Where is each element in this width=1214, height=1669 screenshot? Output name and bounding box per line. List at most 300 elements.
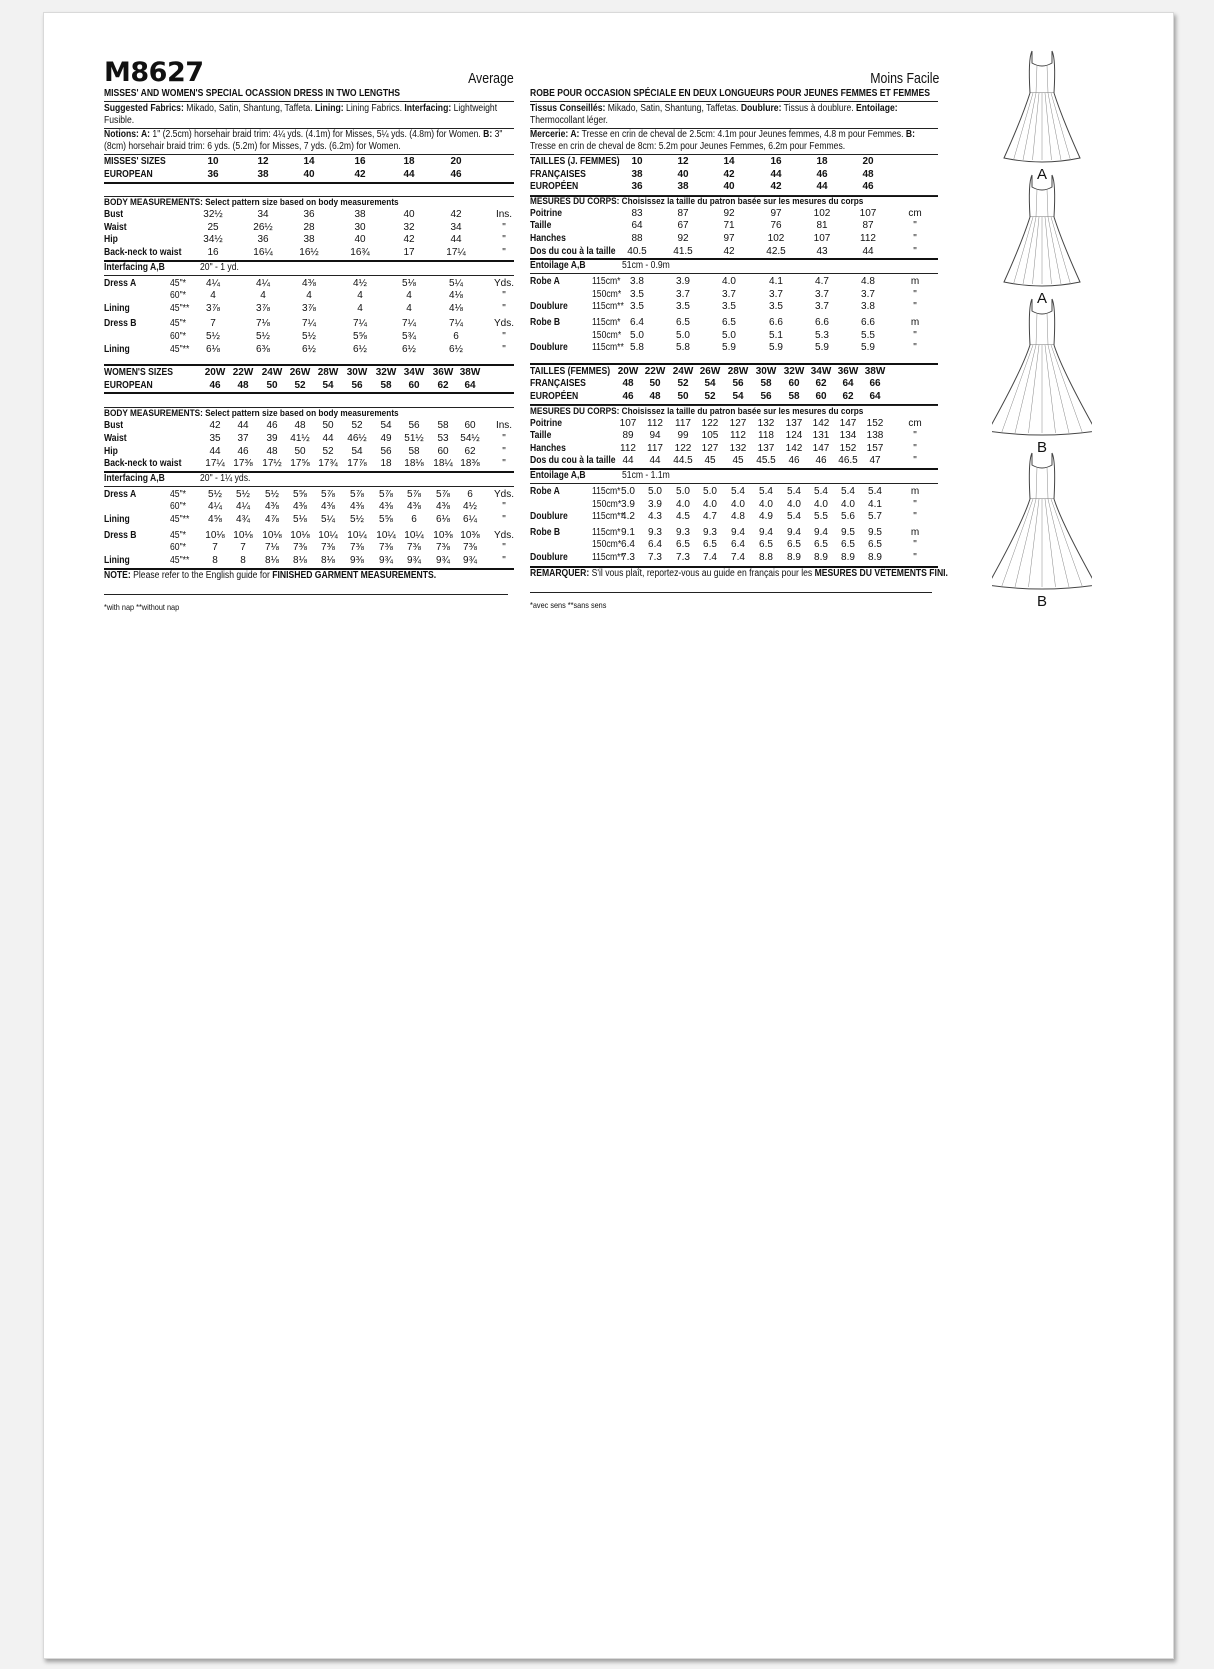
value-cell: 137 (785, 417, 803, 429)
unit-cell: " (913, 288, 917, 300)
value-cell: 134 (839, 430, 857, 442)
row-label: Bust (104, 420, 124, 432)
body-measurements-heading: MESURES DU CORPS: Choisissez la taille du patron basée sur les mesures du corps (530, 195, 864, 207)
yardage-row (104, 303, 514, 315)
value-cell: 4.0 (676, 498, 690, 510)
value-cell: 4 (357, 302, 363, 314)
dress-a-back-icon (992, 173, 1092, 288)
value-cell: 6¼ (463, 514, 477, 525)
value-cell: 5.0 (722, 329, 736, 341)
rule-line (104, 101, 514, 102)
size-cell: 38 (631, 168, 643, 180)
yardage-row (104, 331, 514, 343)
value-cell: 44 (209, 445, 221, 457)
value-cell: 4.5 (676, 511, 690, 523)
fabrics-text: Mikado, Satin, Shantung, Taffeta. (186, 103, 313, 114)
row-label: Poitrine (530, 207, 563, 219)
value-cell: 5½ (302, 331, 316, 342)
size-cell: 20 (862, 156, 874, 167)
footnote: *avec sens **sans sens (530, 599, 607, 610)
row-label: Dress A (104, 277, 137, 289)
value-cell: 4 (306, 290, 312, 302)
value-cell: 137 (757, 442, 775, 454)
value-cell: 58 (437, 420, 449, 432)
value-cell: 10⅛ (290, 529, 310, 541)
yardage-row (530, 486, 938, 498)
view-letter: A (1036, 166, 1047, 183)
note (530, 568, 948, 579)
size-cell: 24W (261, 367, 283, 379)
yardage-row (530, 499, 938, 511)
size-cell: 34W (403, 367, 425, 379)
value-cell: 7¼ (402, 318, 416, 330)
pattern-number: M8627 (104, 57, 204, 88)
fabrics-label: Suggested Fabrics: (104, 103, 184, 114)
value-cell: 4⅛ (449, 302, 463, 314)
value-cell: 8 (212, 554, 218, 566)
value-cell: 107 (813, 233, 831, 244)
value-cell: 25 (207, 221, 219, 233)
value-cell: 3.9 (676, 276, 690, 288)
value-cell: 71 (723, 220, 735, 232)
size-cell: 58 (380, 379, 392, 391)
value-cell: 6.4 (648, 539, 662, 551)
size-row-label: FRANÇAISES (530, 378, 586, 390)
interfacing-row (104, 262, 514, 274)
size-row-label: TAILLES (FEMMES) (530, 365, 611, 377)
rule-line (530, 154, 938, 155)
size-cell: 46 (450, 168, 462, 180)
fabric-width: 45"* (170, 488, 186, 500)
size-cell: 52 (677, 378, 689, 390)
value-cell: 5⅞ (436, 488, 450, 500)
value-cell: 54 (351, 445, 363, 457)
unit-cell: Ins. (495, 209, 513, 221)
value-cell: 42.5 (766, 245, 786, 257)
value-cell: 5½ (256, 331, 270, 342)
unit-cell: " (913, 539, 917, 551)
value-cell: 4¾ (236, 514, 250, 525)
value-cell: 32 (403, 221, 415, 233)
size-row-label: EUROPEAN (104, 379, 153, 391)
fabric-width: 115cm* (592, 526, 621, 538)
value-cell: 5.0 (703, 486, 717, 497)
rule-line (104, 392, 514, 394)
value-cell: 28 (303, 221, 315, 233)
value-cell: 7.3 (676, 552, 690, 563)
row-label: Lining (104, 514, 130, 525)
size-cell: 46 (816, 168, 828, 180)
value-cell: 54½ (460, 433, 480, 444)
value-cell: 5.4 (731, 486, 745, 497)
row-label: Robe A (530, 486, 560, 497)
unit-cell: " (913, 220, 917, 232)
value-cell: 132 (757, 417, 775, 429)
sketch-a-front (992, 49, 1092, 190)
value-cell: 46½ (347, 433, 367, 444)
value-cell: 6 (411, 514, 417, 525)
measurement-row (104, 458, 514, 470)
measurement-row (104, 209, 514, 221)
yardage-row (104, 318, 514, 330)
value-cell: 36 (303, 209, 315, 221)
sketch-b-back (992, 451, 1092, 617)
interfacing-label: Entoilage A,B (530, 470, 586, 481)
value-cell: 87 (862, 220, 874, 232)
size-cell: 46 (862, 181, 874, 193)
value-cell: 4⅜ (407, 501, 421, 513)
value-cell: 4⅜ (350, 501, 364, 513)
size-cell: 50 (649, 378, 661, 390)
rule-line (104, 594, 508, 595)
fabric-width: 45"* (170, 318, 186, 330)
suggested-fabrics (104, 103, 514, 127)
yardage-row (530, 539, 938, 551)
value-cell: 17½ (262, 458, 282, 470)
measurement-row (530, 208, 938, 220)
value-cell: 9¾ (463, 554, 477, 566)
value-cell: 5½ (350, 514, 364, 525)
value-cell: 6.5 (841, 539, 855, 551)
row-label: Dress A (104, 488, 137, 500)
value-cell: 152 (839, 442, 857, 454)
notions-text-1: Tresse en crin de cheval de 2.5cm: 4.1m pour Jeunes femmes, 4.8 m pour Femmes. (581, 129, 904, 140)
size-row-label: WOMEN'S SIZES (104, 367, 173, 379)
unit-cell: " (913, 233, 917, 244)
value-cell: 6.5 (676, 317, 690, 328)
value-cell: 17¼ (205, 458, 225, 470)
size-row (530, 169, 938, 181)
size-cell: 42 (770, 181, 782, 193)
size-cell: 42 (354, 168, 366, 180)
value-cell: 142 (785, 442, 803, 454)
size-cell: 22W (232, 367, 254, 379)
value-cell: 5⅝ (353, 331, 367, 342)
interfacing-value: 51cm - 0.9m (622, 260, 670, 272)
row-label: Doublure (530, 342, 568, 354)
body-measurements-heading: BODY MEASUREMENTS: Select pattern size based on body measurements (104, 197, 399, 209)
size-row (530, 181, 938, 193)
size-row (104, 156, 514, 168)
value-cell: 18⅜ (460, 458, 480, 470)
note (104, 570, 436, 581)
value-cell: 5.9 (769, 342, 783, 354)
value-cell: 26½ (253, 221, 273, 233)
value-cell: 4.0 (814, 498, 828, 510)
measurement-row (530, 246, 938, 258)
value-cell: 131 (812, 430, 830, 442)
row-label: Dos du cou à la taille (530, 245, 616, 257)
row-label: Hip (104, 234, 118, 246)
value-cell: 9¾ (407, 554, 421, 566)
size-cell: 52 (294, 379, 306, 391)
value-cell: 32½ (203, 209, 223, 221)
value-cell: 6.5 (676, 539, 690, 551)
value-cell: 10⅛ (233, 529, 253, 541)
size-row-label: EUROPÉEN (530, 391, 579, 402)
value-cell: 3.5 (722, 301, 736, 313)
unit-cell: " (502, 445, 506, 457)
value-cell: 5.7 (868, 511, 882, 523)
interfacing-value: 20" - 1 yd. (200, 261, 239, 273)
size-cell: 56 (732, 378, 744, 390)
value-cell: 4⅜ (265, 501, 279, 513)
yardage-row (530, 289, 938, 301)
rule-line (530, 483, 938, 484)
size-cell: 10 (631, 156, 643, 167)
size-cell: 36 (631, 181, 643, 193)
size-row (530, 156, 938, 168)
row-label: Hanches (530, 442, 566, 454)
value-cell: 4.0 (759, 498, 773, 510)
size-cell: 60 (408, 379, 420, 391)
value-cell: 9.3 (676, 526, 690, 538)
size-cell: 52 (704, 391, 716, 402)
value-cell: 9.3 (703, 526, 717, 538)
size-row-label: MISSES' SIZES (104, 156, 166, 167)
fabric-width: 115cm** (592, 342, 624, 354)
value-cell: 112 (860, 233, 876, 244)
size-cell: 48 (237, 379, 249, 391)
yardage-row (530, 317, 938, 329)
value-cell: 132 (729, 442, 747, 454)
size-cell: 60 (815, 391, 827, 402)
size-cell: 48 (649, 391, 661, 402)
value-cell: 4.9 (759, 511, 773, 523)
unit-cell: " (502, 343, 506, 355)
yardage-row (530, 511, 938, 523)
interfacing-text: Thermocollant léger. (530, 115, 608, 126)
value-cell: 6.4 (621, 539, 635, 551)
value-cell: 4.0 (722, 276, 736, 288)
size-cell: 40 (723, 181, 735, 193)
unit-cell: Yds. (493, 318, 514, 330)
unit-cell: " (502, 247, 506, 258)
value-cell: 4.8 (731, 511, 745, 523)
fabric-width: 45"** (170, 343, 190, 355)
value-cell: 5½ (208, 488, 222, 500)
value-cell: 7⅛ (265, 542, 279, 554)
fabrics-text: Mikado, Satin, Shantung, Taffetas. (607, 103, 739, 114)
value-cell: 4⅝ (208, 514, 222, 525)
size-cell: 36W (837, 365, 859, 377)
value-cell: 34 (257, 209, 269, 221)
size-cell: 38 (677, 181, 689, 193)
size-cell: 38W (459, 367, 481, 379)
value-cell: 7¼ (449, 318, 463, 330)
value-cell: 3.9 (648, 498, 662, 510)
value-cell: 6½ (449, 343, 463, 355)
value-cell: 40.5 (627, 245, 647, 257)
value-cell: 127 (701, 442, 719, 454)
value-cell: 3.5 (630, 301, 644, 313)
size-cell: 60 (788, 378, 800, 390)
value-cell: 4 (406, 302, 412, 314)
value-cell: 10¼ (404, 529, 424, 541)
value-cell: 6½ (302, 343, 316, 355)
value-cell: 40 (403, 209, 415, 221)
value-cell: 7⅜ (407, 542, 421, 554)
value-cell: 6.5 (814, 539, 828, 551)
value-cell: 5.4 (814, 486, 828, 497)
value-cell: 60 (464, 420, 476, 432)
value-cell: 97 (723, 233, 735, 244)
notions-b-label: B: (483, 129, 493, 140)
size-cell: 58 (788, 391, 800, 402)
row-label: Lining (104, 343, 130, 355)
value-cell: 4¼ (256, 277, 270, 289)
value-cell: 18¼ (433, 458, 453, 470)
value-cell: 6.5 (722, 317, 736, 328)
value-cell: 102 (813, 207, 831, 219)
value-cell: 3⅞ (256, 302, 270, 314)
value-cell: 5.5 (814, 511, 828, 523)
value-cell: 81 (816, 220, 828, 232)
value-cell: 99 (677, 430, 689, 442)
value-cell: 4⅜ (293, 501, 307, 513)
measurement-row (104, 222, 514, 234)
value-cell: 10⅛ (205, 529, 225, 541)
fabric-width: 45"** (170, 554, 190, 566)
yardage-row (530, 330, 938, 342)
value-cell: 7.4 (731, 552, 745, 563)
value-cell: 117 (675, 417, 691, 429)
value-cell: 39 (266, 433, 278, 444)
size-cell: 42 (723, 168, 735, 180)
fabric-width: 115cm** (592, 552, 624, 563)
value-cell: 46 (266, 420, 278, 432)
size-cell: 48 (622, 378, 634, 390)
value-cell: 5½ (206, 331, 220, 342)
fabric-width: 45"* (170, 529, 186, 541)
rule-line (104, 154, 514, 155)
size-row (104, 367, 514, 379)
size-cell: 56 (760, 391, 772, 402)
interfacing-label: Entoilage: (856, 103, 898, 114)
value-cell: 118 (758, 430, 774, 442)
row-label: Bust (104, 209, 124, 221)
value-cell: 122 (674, 442, 692, 454)
value-cell: 10¼ (376, 529, 396, 541)
value-cell: 4½ (463, 501, 477, 513)
value-cell: 18⅛ (404, 458, 424, 470)
notions (530, 129, 938, 153)
fabric-width: 115cm** (592, 301, 624, 313)
size-cell: 32W (375, 367, 397, 379)
value-cell: 7⅜ (463, 542, 477, 554)
size-cell: 40 (677, 168, 689, 180)
value-cell: 4.1 (868, 498, 882, 510)
difficulty-french: Moins Facile (869, 71, 939, 87)
size-cell: 24W (672, 365, 694, 377)
value-cell: 94 (649, 430, 661, 442)
value-cell: 7 (210, 318, 216, 330)
value-cell: 3.5 (676, 301, 690, 313)
size-cell: 54 (732, 391, 744, 402)
size-cell: 44 (770, 168, 782, 180)
size-cell: 40 (303, 168, 315, 180)
unit-cell: " (913, 455, 917, 467)
value-cell: 117 (647, 442, 663, 454)
value-cell: 58 (408, 445, 420, 457)
yardage-row (530, 527, 938, 539)
value-cell: 4¼ (206, 277, 220, 289)
unit-cell: " (502, 501, 506, 513)
value-cell: 83 (631, 207, 643, 219)
row-label: Taille (530, 430, 552, 442)
value-cell: 44 (322, 433, 334, 444)
value-cell: 10⅜ (433, 529, 453, 541)
unit-cell: " (502, 433, 506, 444)
size-cell: 66 (869, 378, 881, 390)
value-cell: 4½ (353, 277, 367, 289)
size-cell: 26W (289, 367, 311, 379)
value-cell: 92 (677, 233, 689, 244)
value-cell: 7 (212, 542, 218, 554)
notions-text-1: 1" (2.5cm) horsehair braid trim: 4¼ yds. (4.1m) for Misses, 5¼ yds. (4.8m) for Women. (152, 129, 481, 140)
value-cell: 40 (354, 234, 366, 246)
value-cell: 8.9 (814, 552, 828, 563)
unit-cell: " (913, 301, 917, 313)
size-cell: 32W (783, 365, 805, 377)
fabric-width: 115cm** (592, 511, 624, 523)
value-cell: 49 (380, 433, 392, 444)
value-cell: 9.1 (621, 526, 635, 538)
size-row (104, 380, 514, 392)
unit-cell: " (502, 302, 506, 314)
measurement-row (530, 455, 938, 467)
value-cell: 9⅜ (350, 554, 364, 566)
size-cell: 62 (815, 378, 827, 390)
view-letter: A (1036, 290, 1047, 307)
row-label: Doublure (530, 511, 568, 523)
value-cell: 76 (770, 220, 782, 232)
value-cell: 5.4 (787, 486, 801, 497)
notions (104, 129, 514, 153)
yardage-row (104, 344, 514, 356)
interfacing-row (530, 470, 938, 482)
value-cell: 7 (240, 542, 246, 554)
value-cell: 4⅜ (302, 277, 316, 289)
value-cell: 6⅛ (206, 343, 220, 355)
size-row (530, 378, 938, 390)
value-cell: 9.4 (759, 526, 773, 538)
value-cell: 38 (303, 234, 315, 246)
value-cell: 38 (354, 209, 366, 221)
value-cell: 44 (450, 234, 462, 246)
interfacing-label: Interfacing A,B (104, 261, 165, 273)
value-cell: 107 (859, 207, 877, 219)
value-cell: 5⅛ (293, 514, 307, 525)
yardage-row (104, 542, 514, 554)
value-cell: 54 (380, 420, 392, 432)
value-cell: 3.7 (722, 288, 736, 300)
value-cell: 5.8 (630, 342, 644, 354)
value-cell: 46 (237, 445, 249, 457)
value-cell: 4⅜ (436, 501, 450, 513)
value-cell: 6 (467, 488, 473, 500)
value-cell: 5⅞ (350, 488, 364, 500)
value-cell: 5.9 (861, 342, 875, 354)
unit-cell: " (502, 554, 506, 566)
value-cell: 4⅛ (449, 290, 463, 302)
size-cell: 38W (864, 365, 886, 377)
rule-line (104, 364, 514, 366)
rule-line (530, 101, 938, 102)
interfacing-value: 51cm - 1.1m (622, 470, 670, 481)
fabric-width: 45"** (170, 302, 190, 314)
value-cell: 34½ (203, 234, 223, 246)
